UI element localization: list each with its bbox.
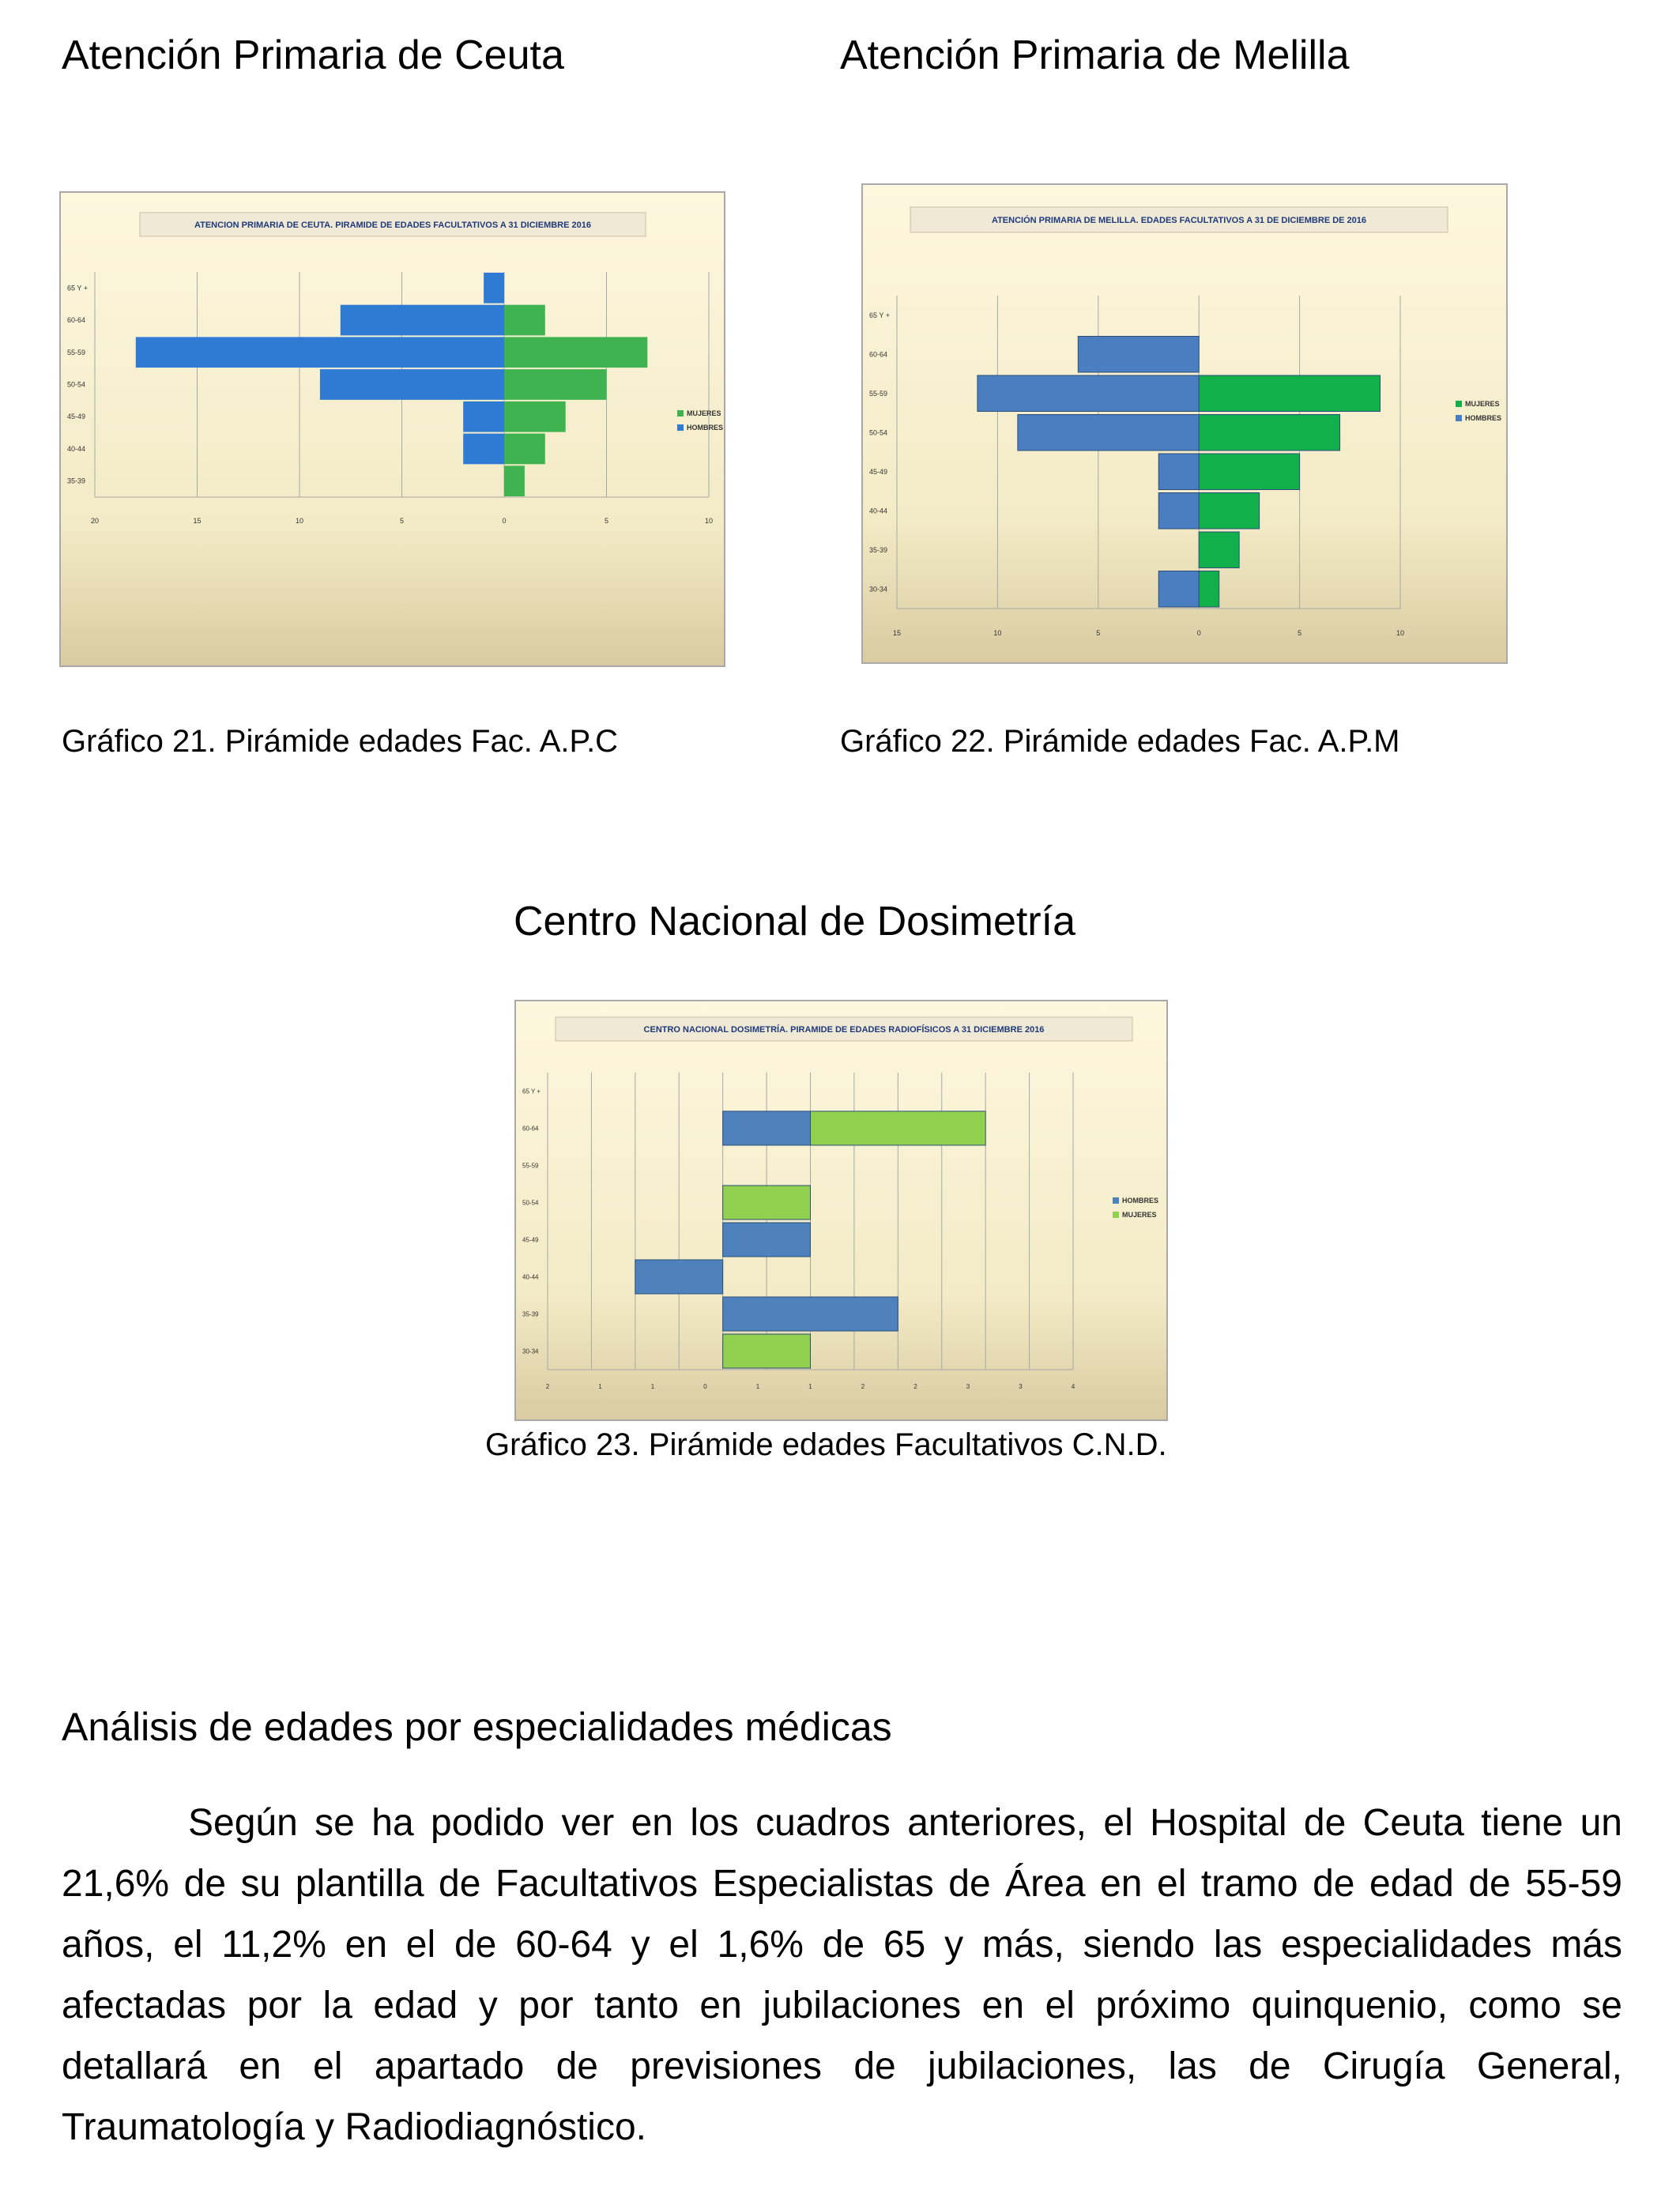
x-tick-label: 2 (861, 1383, 865, 1390)
x-tick-label: 5 (399, 517, 405, 525)
y-category-label: 65 Y + (522, 1088, 541, 1095)
bar-mujeres-50-54 (504, 369, 607, 400)
x-tick-label: 20 (90, 517, 100, 525)
caption-grafico-21: Gráfico 21. Pirámide edades Fac. A.P.C (62, 724, 619, 759)
x-tick-label: 10 (295, 517, 304, 525)
y-category-label: 30-34 (869, 585, 888, 594)
chart-svg (863, 185, 1509, 665)
y-category-label: 40-44 (522, 1273, 539, 1281)
melilla-section-heading: Atención Primaria de Melilla (840, 32, 1350, 78)
analysis-paragraph-container (62, 1793, 1622, 2158)
bar-hombres-40-44 (635, 1260, 723, 1294)
x-tick-label: 0 (1196, 629, 1201, 637)
bar-mujeres-35-39 (1199, 532, 1239, 568)
bar-mujeres-45-49 (504, 401, 566, 432)
y-category-label: 60-64 (522, 1125, 539, 1133)
x-tick-label: 10 (1396, 629, 1405, 637)
bar-mujeres-55-59 (504, 337, 647, 368)
bar-mujeres-45-49 (1199, 454, 1299, 490)
y-category-label: 35-39 (67, 477, 86, 485)
x-tick-label: 1 (755, 1383, 760, 1390)
bar-mujeres-40-44 (504, 434, 545, 465)
y-category-label: 50-54 (67, 380, 86, 389)
legend-swatch (1113, 1197, 1119, 1204)
y-category-label: 50-54 (522, 1199, 539, 1207)
caption-grafico-23: Gráfico 23. Pirámide edades Facultativos C.N.D. (485, 1427, 1167, 1462)
ceuta-pyramid-chart (59, 191, 725, 667)
bar-hombres-30-34 (1158, 571, 1199, 608)
bar-hombres-60-64 (723, 1111, 811, 1145)
bar-mujeres-50-54 (1199, 415, 1339, 451)
y-category-label: 65 Y + (67, 284, 88, 292)
x-tick-label: 2 (913, 1383, 917, 1390)
y-category-label: 55-59 (67, 348, 86, 356)
melilla-pyramid-chart (861, 183, 1508, 664)
cnd-pyramid-chart (514, 1000, 1168, 1421)
bar-hombres-45-49 (1158, 454, 1199, 490)
bar-hombres-60-64 (341, 305, 504, 336)
analysis-paragraph: Según se ha podido ver en los cuadros anteriores, el Hospital de Ceuta tiene un 21,6% de su plantilla de Facultativos Especialistas de Área en el tramo de edad de 55-59 años, el 11,2% en el de 60-64 y el 1,6% de 65 y más, siendo las especialidades más afectadas por la edad y por tanto en jubilaciones en el próximo quinquenio, como se detallará en el apartado de previsiones de jubilaciones, las de Cirugía General, Traumatología y Radiodiagnóstico. (62, 1802, 1622, 2148)
x-tick-label: 3 (966, 1383, 970, 1390)
cnd-section-heading: Centro Nacional de Dosimetría (514, 899, 1075, 944)
analysis-heading: Análisis de edades por especialidades médicas (62, 1705, 892, 1749)
x-tick-label: 1 (650, 1383, 655, 1390)
x-tick-label: 15 (892, 629, 902, 637)
y-category-label: 45-49 (522, 1236, 539, 1244)
legend-label: MUJERES (1122, 1211, 1157, 1219)
bar-mujeres-40-44 (1199, 493, 1259, 530)
x-tick-label: 15 (193, 517, 202, 525)
y-category-label: 40-44 (869, 507, 888, 515)
legend-label: HOMBRES (1122, 1197, 1159, 1204)
chart-svg (61, 193, 727, 669)
y-category-label: 65 Y + (869, 311, 890, 319)
legend-swatch (1456, 401, 1462, 407)
x-tick-label: 4 (1071, 1383, 1075, 1390)
chart-title: CENTRO NACIONAL DOSIMETRÍA. PIRAMIDE DE EDADES RADIOFÍSICOS A 31 DICIEMBRE 2016 (643, 1025, 1045, 1035)
y-category-label: 55-59 (522, 1162, 539, 1170)
legend-label: HOMBRES (1465, 414, 1502, 422)
caption-grafico-22: Gráfico 22. Pirámide edades Fac. A.P.M (840, 724, 1400, 759)
y-category-label: 45-49 (67, 413, 86, 421)
y-category-label: 50-54 (869, 428, 888, 437)
bar-hombres-55-59 (977, 375, 1199, 412)
y-category-label: 40-44 (67, 444, 86, 453)
y-category-label: 35-39 (869, 545, 888, 554)
x-tick-label: 5 (604, 517, 609, 525)
x-tick-label: 10 (993, 629, 1002, 637)
bar-mujeres-35-39 (504, 466, 525, 496)
bar-hombres-45-49 (463, 401, 504, 432)
y-category-label: 60-64 (869, 350, 888, 359)
bar-mujeres-60-64 (504, 305, 545, 336)
x-tick-label: 10 (704, 517, 714, 525)
bar-hombres-45-49 (723, 1223, 811, 1257)
x-tick-label: 0 (502, 517, 507, 525)
bar-hombres-40-44 (463, 434, 504, 465)
x-tick-label: 2 (545, 1383, 550, 1390)
ceuta-section-heading: Atención Primaria de Ceuta (62, 32, 564, 78)
bar-mujeres-60-64 (811, 1111, 986, 1145)
x-tick-label: 3 (1019, 1383, 1023, 1390)
x-tick-label: 0 (703, 1383, 707, 1390)
bar-hombres-40-44 (1158, 493, 1199, 530)
bar-hombres-65Yplus (484, 273, 504, 303)
bar-hombres-50-54 (1018, 415, 1199, 451)
y-category-label: 60-64 (67, 316, 86, 325)
legend-label: MUJERES (687, 409, 721, 417)
x-tick-label: 5 (1298, 629, 1302, 637)
chart-title: ATENCION PRIMARIA DE CEUTA. PIRAMIDE DE EDADES FACULTATIVOS A 31 DICIEMBRE 2016 (194, 221, 591, 230)
legend-swatch (677, 410, 684, 417)
y-category-label: 45-49 (869, 467, 888, 476)
y-category-label: 55-59 (869, 389, 888, 398)
bar-hombres-35-39 (723, 1297, 898, 1331)
x-tick-label: 5 (1096, 629, 1101, 637)
chart-svg (516, 1001, 1170, 1423)
bar-mujeres-55-59 (1199, 375, 1380, 412)
bar-hombres-60-64 (1078, 337, 1199, 373)
bar-mujeres-50-54 (723, 1186, 811, 1220)
x-tick-label: 1 (808, 1383, 812, 1390)
legend-label: HOMBRES (687, 424, 724, 432)
chart-title: ATENCIÓN PRIMARIA DE MELILLA. EDADES FACULTATIVOS A 31 DE DICIEMBRE DE 2016 (991, 216, 1367, 225)
bar-hombres-50-54 (320, 369, 504, 400)
bar-hombres-55-59 (136, 337, 504, 368)
legend-swatch (677, 424, 684, 431)
legend-swatch (1113, 1212, 1119, 1218)
bar-mujeres-30-34 (723, 1334, 811, 1368)
y-category-label: 35-39 (522, 1310, 539, 1318)
x-tick-label: 1 (598, 1383, 602, 1390)
legend-swatch (1456, 415, 1462, 421)
y-category-label: 30-34 (522, 1348, 539, 1355)
bar-mujeres-30-34 (1199, 571, 1219, 608)
legend-label: MUJERES (1465, 400, 1500, 408)
